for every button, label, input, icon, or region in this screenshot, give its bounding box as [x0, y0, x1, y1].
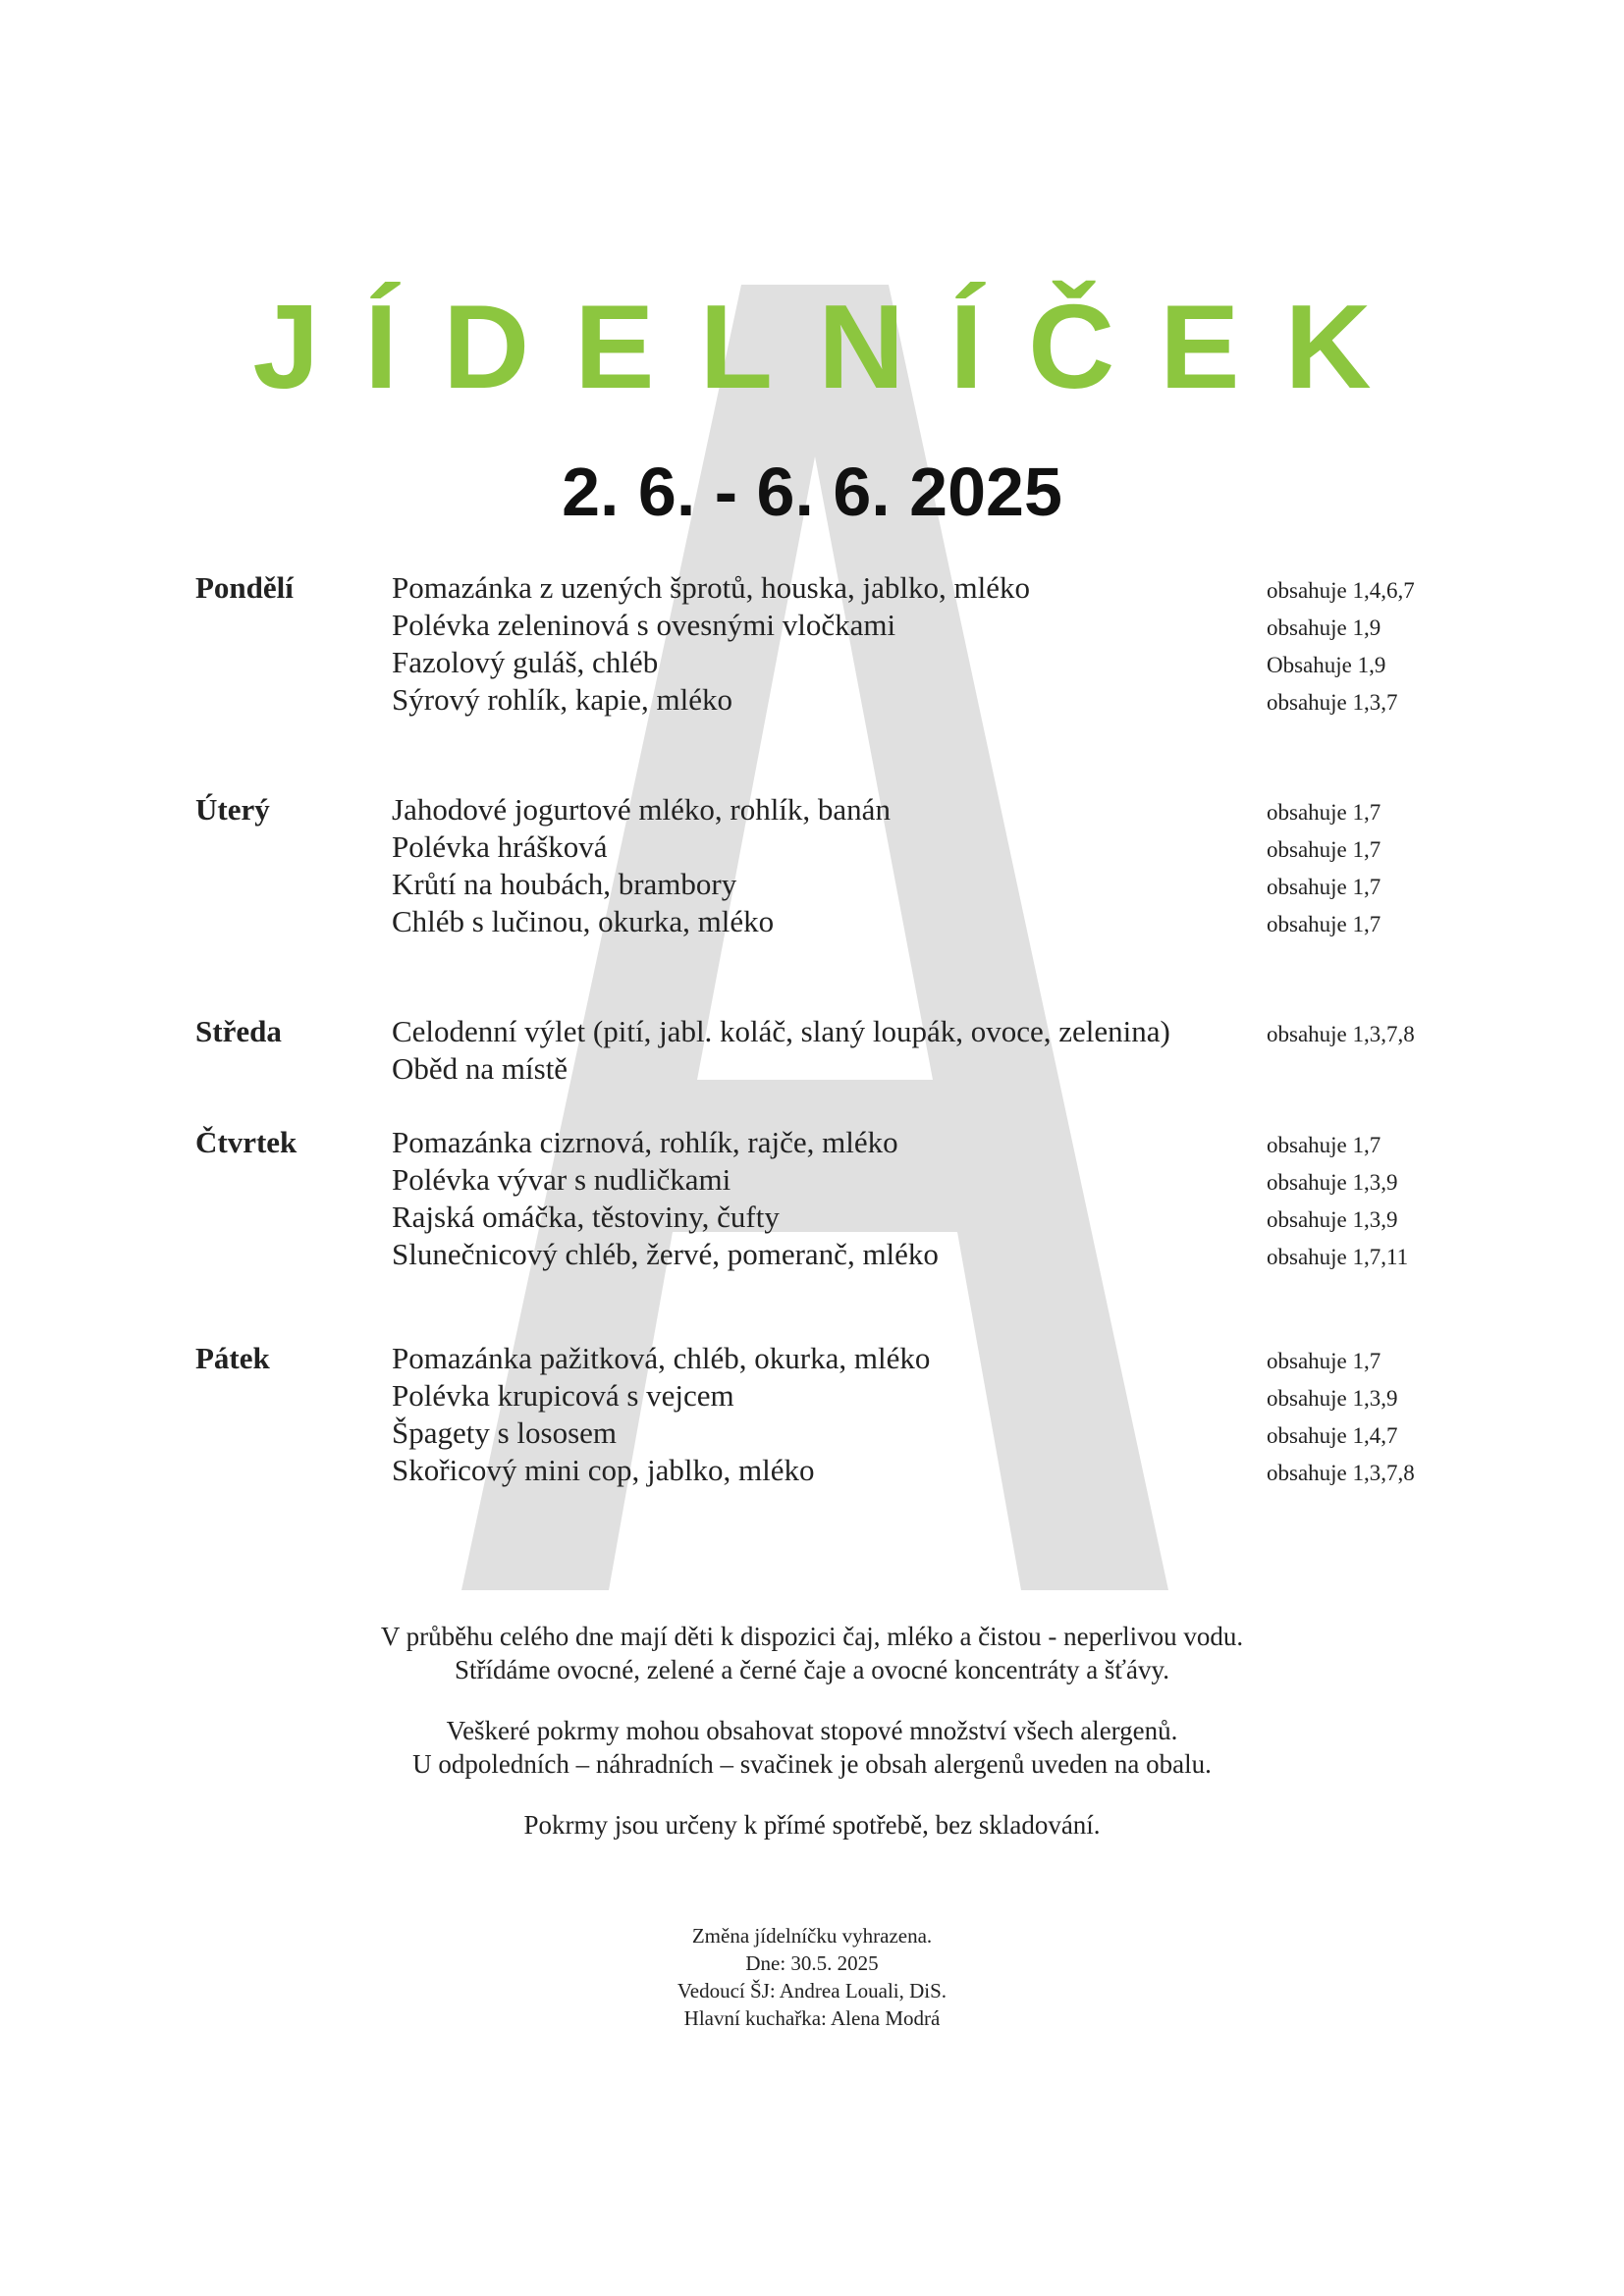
menu-row: [195, 1050, 1491, 1088]
dish: Pomazánka z uzených šprotů, houska, jablko, mléko: [392, 570, 1030, 605]
allergen-note: [0, 1714, 1624, 1781]
allergen-info: obsahuje 1,4,6,7: [1267, 578, 1415, 603]
allergen-info: Obsahuje 1,9: [1267, 653, 1386, 677]
allergen-info: obsahuje 1,7: [1267, 912, 1381, 936]
allergen-info: obsahuje 1,3,9: [1267, 1207, 1398, 1232]
note-line: Pokrmy jsou určeny k přímé spotřebě, bez skladování.: [523, 1810, 1101, 1840]
menu-row: [195, 569, 1491, 607]
dish: Polévka krupicová s vejcem: [392, 1378, 734, 1413]
dish: Krůtí na houbách, brambory: [392, 867, 737, 901]
allergen-info: obsahuje 1,7: [1267, 1133, 1381, 1157]
issue-date: Dne: 30.5. 2025: [745, 1951, 879, 1975]
dish: Polévka hrášková: [392, 829, 608, 864]
weekly-menu: [195, 569, 1491, 1497]
note-line: U odpoledních – náhradních – svačinek je obsah alergenů uveden na obalu.: [412, 1749, 1212, 1779]
dish: Polévka zeleninová s ovesnými vločkami: [392, 608, 896, 642]
menu-row: [195, 1013, 1491, 1050]
menu-row: [195, 1415, 1491, 1452]
dish: Chléb s lučinou, okurka, mléko: [392, 904, 775, 938]
day-wednesday: [195, 1013, 1491, 1124]
chef-name: Hlavní kuchařka: Alena Modrá: [683, 2006, 941, 2030]
day-label: Čtvrtek: [195, 1125, 298, 1159]
day-label: Úterý: [195, 792, 270, 827]
menu-row: [195, 607, 1491, 644]
allergen-info: obsahuje 1,7: [1267, 800, 1381, 825]
allergen-info: obsahuje 1,7: [1267, 837, 1381, 862]
menu-row: [195, 644, 1491, 681]
dish: Oběd na místě: [392, 1051, 568, 1086]
change-notice: Změna jídelníčku vyhrazena.: [691, 1924, 933, 1948]
dish: Slunečnicový chléb, žervé, pomeranč, mléko: [392, 1237, 939, 1271]
menu-row: [195, 1124, 1491, 1161]
allergen-info: obsahuje 1,3,7,8: [1267, 1022, 1415, 1046]
allergen-info: obsahuje 1,3,9: [1267, 1170, 1398, 1195]
dish: Sýrový rohlík, kapie, mléko: [392, 682, 732, 717]
menu-row: [195, 1452, 1491, 1489]
menu-row: [195, 866, 1491, 903]
day-friday: [195, 1340, 1491, 1497]
menu-row: [195, 1161, 1491, 1199]
dish: Pomazánka cizrnová, rohlík, rajče, mléko: [392, 1125, 898, 1159]
dish: Pomazánka pažitková, chléb, okurka, mléko: [392, 1341, 931, 1375]
consumption-note: [0, 1808, 1624, 1842]
page-title: JÍDELNÍČEK: [252, 280, 1417, 413]
day-monday: [195, 569, 1491, 791]
menu-row: [195, 791, 1491, 828]
day-label: Pátek: [195, 1341, 270, 1375]
dish: Skořicový mini cop, jablko, mléko: [392, 1453, 815, 1487]
allergen-info: obsahuje 1,7: [1267, 1349, 1381, 1373]
menu-row: [195, 1199, 1491, 1236]
notes-section: [0, 1620, 1624, 1869]
allergen-info: obsahuje 1,3,7: [1267, 690, 1398, 715]
day-label: Středa: [195, 1014, 282, 1048]
allergen-info: obsahuje 1,7: [1267, 875, 1381, 899]
allergen-info: obsahuje 1,3,7,8: [1267, 1461, 1415, 1485]
footer: [0, 1922, 1624, 2032]
note-line: Střídáme ovocné, zelené a černé čaje a ovocné koncentráty a šťávy.: [455, 1655, 1169, 1684]
drinks-note: [0, 1620, 1624, 1686]
dish: Fazolový guláš, chléb: [392, 645, 659, 679]
allergen-info: obsahuje 1,7,11: [1267, 1245, 1409, 1269]
dish: Celodenní výlet (pití, jabl. koláč, slaný loupák, ovoce, zelenina): [392, 1014, 1170, 1048]
allergen-info: obsahuje 1,4,7: [1267, 1423, 1398, 1448]
dish: Špagety s lososem: [392, 1415, 618, 1450]
menu-row: [195, 1340, 1491, 1377]
day-tuesday: [195, 791, 1491, 1013]
dish: Polévka vývar s nudličkami: [392, 1162, 731, 1197]
dish: Jahodové jogurtové mléko, rohlík, banán: [392, 792, 891, 827]
menu-row: [195, 1377, 1491, 1415]
allergen-info: obsahuje 1,9: [1267, 615, 1381, 640]
note-line: V průběhu celého dne mají děti k dispozici čaj, mléko a čistou - neperlivou vodu.: [380, 1622, 1244, 1651]
menu-row: [195, 828, 1491, 866]
menu-row: [195, 681, 1491, 719]
dish: Rajská omáčka, těstoviny, čufty: [392, 1200, 780, 1234]
day-label: Pondělí: [195, 570, 294, 605]
menu-row: [195, 1236, 1491, 1273]
note-line: Veškeré pokrmy mohou obsahovat stopové množství všech alergenů.: [446, 1716, 1178, 1745]
day-thursday: [195, 1124, 1491, 1340]
date-range: 2. 6. - 6. 6. 2025: [562, 454, 1062, 530]
manager-name: Vedoucí ŠJ: Andrea Louali, DiS.: [677, 1979, 947, 2002]
menu-row: [195, 903, 1491, 940]
allergen-info: obsahuje 1,3,9: [1267, 1386, 1398, 1411]
